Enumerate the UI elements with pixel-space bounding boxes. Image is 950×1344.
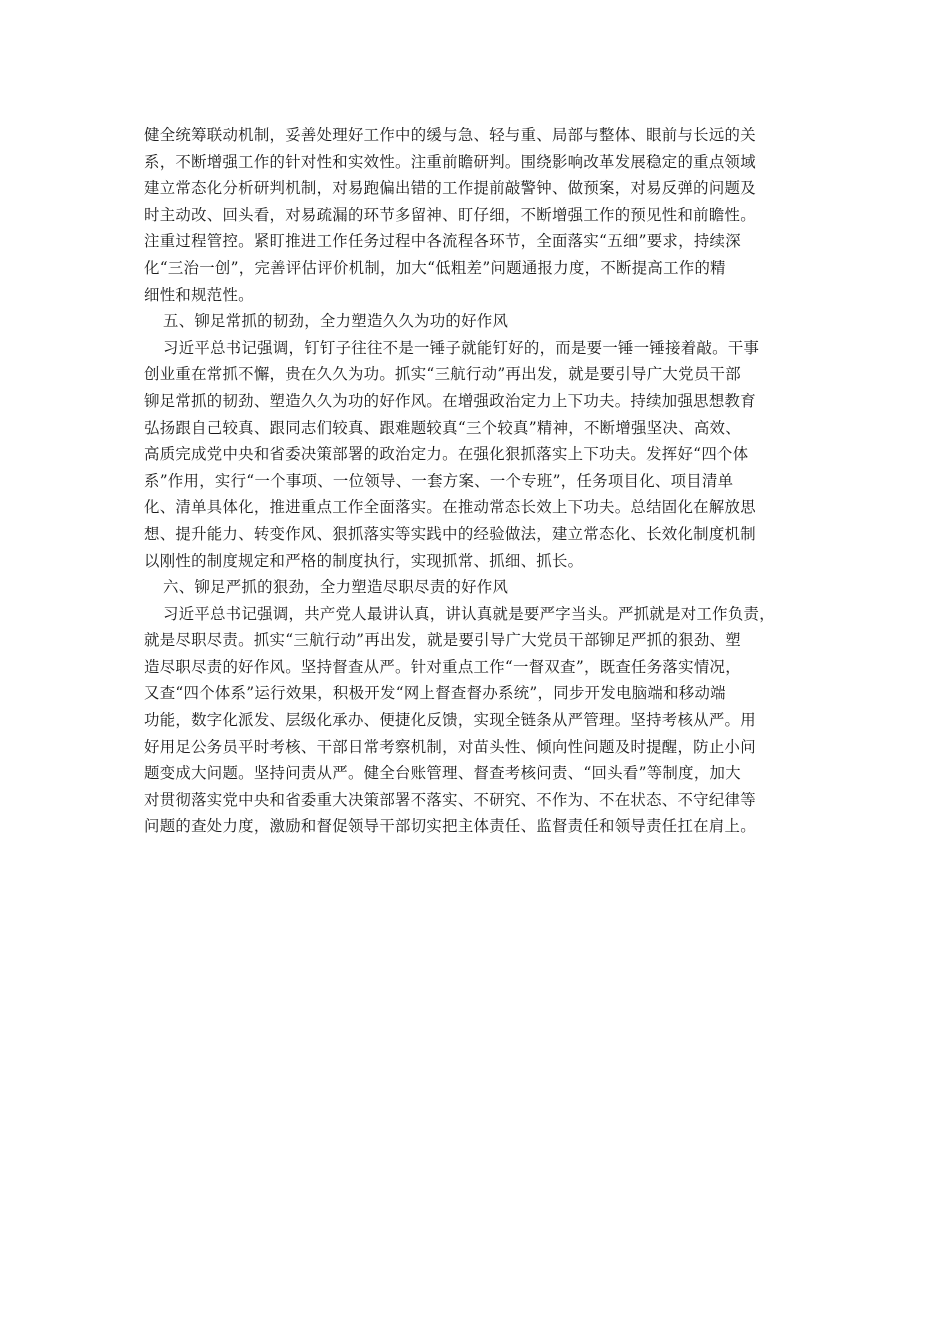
body-text-line: 题变成大问题。坚持问责从严。健全台账管理、督查考核问责、“回头看”等制度，加大 [144, 764, 741, 783]
body-text-line: 弘扬跟自己较真、跟同志们较真、跟难题较真“三个较真”精神，不断增强坚决、高效、 [144, 418, 741, 437]
body-text-line: 造尽职尽责的好作风。坚持督查从严。针对重点工作“一督双查”，既查任务落实情况， [144, 657, 741, 676]
body-text-line: 时主动改、回头看，对易疏漏的环节多留神、盯仔细，不断增强工作的预见性和前瞻性。 [144, 205, 756, 224]
body-text-line: 又查“四个体系”运行效果，积极开发“网上督查督办系统”，同步开发电脑端和移动端 [144, 684, 726, 703]
body-text-line: 高质完成党中央和省委决策部署的政治定力。在强化狠抓落实上下功夫。发挥好“四个体 [144, 445, 749, 464]
section-heading-six: 六、铆足严抓的狠劲，全力塑造尽职尽责的好作风 [163, 578, 509, 597]
body-text-line: 问题的查处力度，激励和督促领导干部切实把主体责任、监督责任和领导责任扛在肩上。 [144, 817, 756, 836]
body-text-line: 注重过程管控。紧盯推进工作任务过程中各流程各环节，全面落实“五细”要求，持续深 [144, 232, 741, 251]
body-text-line: 化、清单具体化，推进重点工作全面落实。在推动常态长效上下功夫。总结固化在解放思 [144, 498, 756, 517]
body-text-line: 细性和规范性。 [144, 285, 254, 304]
body-text-line: 功能，数字化派发、层级化承办、便捷化反馈，实现全链条从严管理。坚持考核从严。用 [144, 711, 756, 730]
body-text-line: 对贯彻落实党中央和省委重大决策部署不落实、不研究、不作为、不在状态、不守纪律等 [144, 790, 756, 809]
section-heading-five: 五、铆足常抓的韧劲，全力塑造久久为功的好作风 [163, 312, 509, 331]
body-text-line: 系”作用，实行“一个事项、一位领导、一套方案、一个专班”，任务项目化、项目清单 [144, 471, 734, 490]
body-text-line: 化“三治一创”，完善评估评价机制，加大“低粗差”问题通报力度，不断提高工作的精 [144, 258, 726, 277]
body-text-line: 铆足常抓的韧劲、塑造久久为功的好作风。在增强政治定力上下功夫。持续加强思想教育 [144, 391, 756, 410]
body-text-line: 系，不断增强工作的针对性和实效性。注重前瞻研判。围绕影响改革发展稳定的重点领域 [144, 152, 756, 171]
paragraph-first-line: 习近平总书记强调，共产党人最讲认真，讲认真就是要严字当头。严抓就是对工作负责， [163, 604, 775, 623]
body-text-line: 以刚性的制度规定和严格的制度执行，实现抓常、抓细、抓长。 [144, 551, 584, 570]
body-text-line: 创业重在常抓不懈，贵在久久为功。抓实“三航行动”再出发，就是要引导广大党员干部 [144, 365, 741, 384]
body-text-line: 就是尽职尽责。抓实“三航行动”再出发，就是要引导广大党员干部铆足严抓的狠劲、塑 [144, 631, 741, 650]
body-text-line: 建立常态化分析研判机制，对易跑偏出错的工作提前敲警钟、做预案，对易反弹的问题及 [144, 179, 756, 198]
body-text-line: 想、提升能力、转变作风、狠抓落实等实践中的经验做法，建立常态化、长效化制度机制 [144, 524, 756, 543]
body-text-line: 好用足公务员平时考核、干部日常考察机制，对苗头性、倾向性问题及时提醒，防止小问 [144, 737, 756, 756]
document-page [144, 122, 812, 840]
body-text-line: 健全统筹联动机制，妥善处理好工作中的缓与急、轻与重、局部与整体、眼前与长远的关 [144, 126, 756, 144]
paragraph-first-line: 习近平总书记强调，钉钉子往往不是一锤子就能钉好的，而是要一锤一锤接着敲。干事 [163, 338, 760, 357]
